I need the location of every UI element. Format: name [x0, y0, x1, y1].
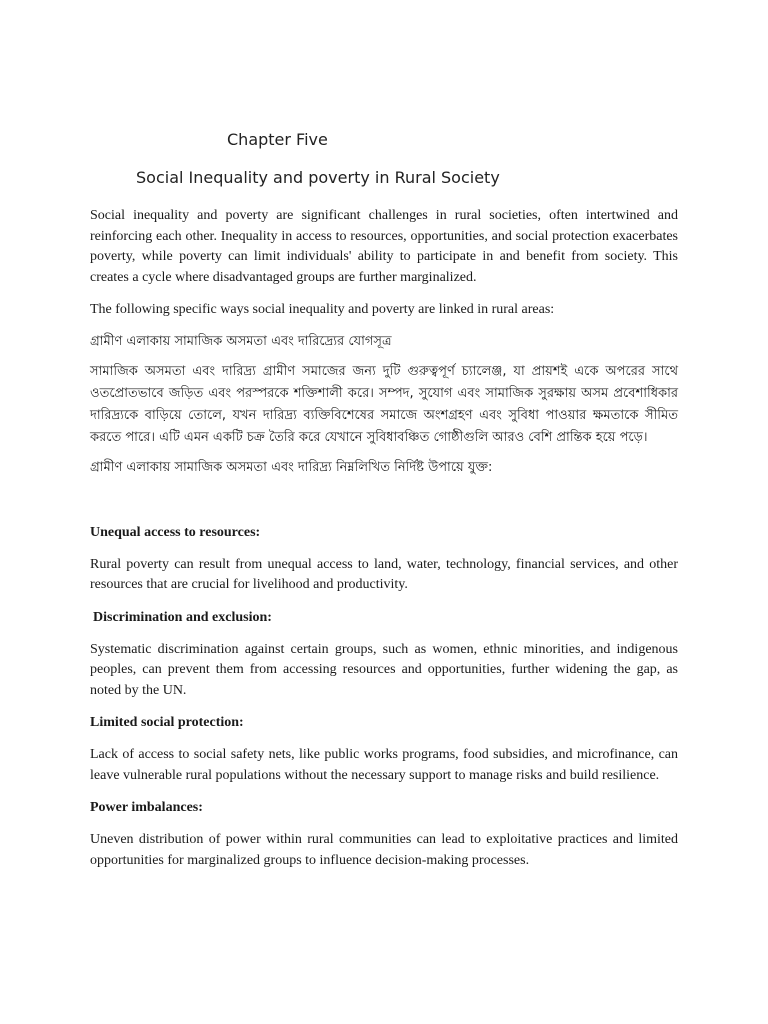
- section-body: Uneven distribution of power within rural communities can lead to exploitative practices and limited opportunities for marginalized groups to influence decision-making processes.: [90, 832, 678, 868]
- section-body: Systematic discrimination against certain groups, such as women, ethnic minorities, and indigenous peoples, can prevent them from accessing resources and opportunities, further widening the gap, as noted by the UN.: [90, 641, 678, 698]
- section-heading: Power imbalances:: [90, 800, 203, 815]
- spacer: [90, 487, 678, 523]
- bengali-heading: গ্রামীণ এলাকায় সামাজিক অসমতা এবং দারিদ্র্যের যোগসূত্র: [90, 333, 392, 349]
- document-body: [90, 206, 678, 883]
- intro-paragraph: Social inequality and poverty are significant challenges in rural societies, often intertwined and reinforcing each other. Inequality in access to resources, opportunities, and social protection exacerbates poverty, while poverty can limit individuals' ability to participate in and benefit from society. This creates a cycle where disadvantaged groups are further marginalized.: [90, 208, 678, 285]
- section-heading: Limited social protection:: [90, 715, 244, 730]
- section-body: Lack of access to social safety nets, like public works programs, food subsidies, and microfinance, can leave vulnerable rural populations without the necessary support to manage risks and build resilience.: [90, 747, 678, 783]
- section-heading: Discrimination and exclusion:: [93, 609, 272, 625]
- bengali-paragraph: সামাজিক অসমতা এবং দারিদ্র্য গ্রামীণ সমাজের জন্য দুটি গুরুত্বপূর্ণ চ্যালেঞ্জ, যা প্রায়শই একে অপরের সাথে ওতপ্রোতভাবে জড়িত এবং পরস্পরকে শক্তিশালী করে। সম্পদ, সুযোগ এবং সামাজিক সুরক্ষায় অসম প্রবেশাধিকার দারিদ্র্যকে বাড়িয়ে তোলে, যখন দারিদ্র্য ব্যক্তিবিশেষের সমাজে অংশগ্রহণ এবং সুবিধা পাওয়ার ক্ষমতাকে সীমিত করতে পারে। এটি এমন একটি চক্র তৈরি করে যেখানে সুবিধাবঞ্চিত গোষ্ঠীগুলি আরও বেশি প্রান্তিক হয়ে পড়ে।: [90, 363, 678, 445]
- section-heading: Unequal access to resources:: [90, 524, 261, 540]
- bengali-following: গ্রামীণ এলাকায় সামাজিক অসমতা এবং দারিদ্র্য নিম্নলিখিত নির্দিষ্ট উপায়ে যুক্ত:: [90, 459, 493, 475]
- following-paragraph: The following specific ways social inequality and poverty are linked in rural areas:: [90, 302, 555, 317]
- chapter-label: Chapter Five: [227, 130, 328, 149]
- chapter-title: Social Inequality and poverty in Rural Society: [136, 168, 500, 187]
- section-body: Rural poverty can result from unequal access to land, water, technology, financial services, and other resources that are crucial for livelihood and productivity.: [90, 556, 678, 592]
